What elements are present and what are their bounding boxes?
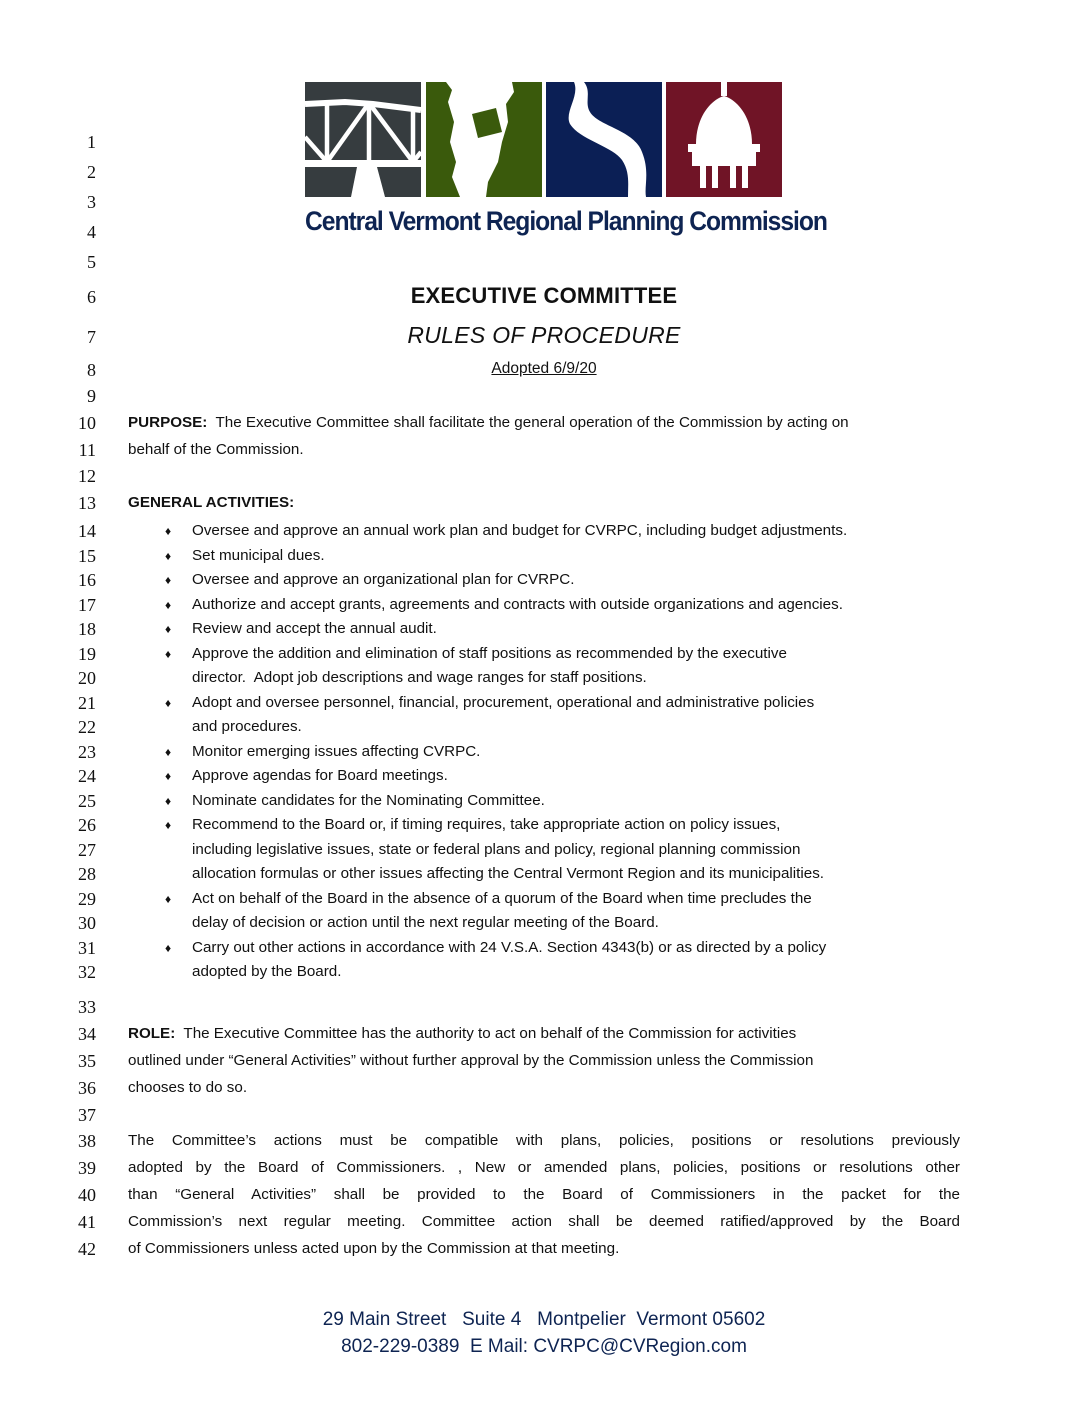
compat-line-5: of Commissioners unless acted upon by the Commission at that meeting. <box>128 1240 620 1257</box>
line-number: 2 <box>87 162 96 182</box>
diamond-bullet-icon: ♦ <box>165 745 172 759</box>
line-number: 21 <box>78 693 96 713</box>
river-icon <box>546 82 662 197</box>
bridge-icon <box>305 82 421 197</box>
line-number: 18 <box>78 619 96 639</box>
line-number: 29 <box>78 889 96 909</box>
list-item: Authorize and accept grants, agreements and contracts with outside organizations and agencies. <box>192 596 843 613</box>
diamond-bullet-icon: ♦ <box>165 696 172 710</box>
diamond-bullet-icon: ♦ <box>165 892 172 906</box>
diamond-bullet-icon: ♦ <box>165 647 172 661</box>
line-number: 25 <box>78 791 96 811</box>
cvrpc-logo <box>305 82 827 240</box>
line-number: 17 <box>78 595 96 615</box>
line-number: 19 <box>78 644 96 664</box>
line-number: 14 <box>78 521 96 541</box>
list-item-continuation: allocation formulas or other issues affecting the Central Vermont Region and its municipalities. <box>192 865 825 882</box>
line-number: 15 <box>78 546 96 566</box>
role-line-3: chooses to do so. <box>128 1079 248 1096</box>
list-item: Approve agendas for Board meetings. <box>192 767 448 784</box>
line-number: 22 <box>78 717 96 737</box>
footer-contact: 802-229-0389 E Mail: CVRPC@CVRegion.com <box>341 1336 747 1357</box>
line-number: 30 <box>78 913 96 933</box>
list-item-continuation: delay of decision or action until the next regular meeting of the Board. <box>192 914 659 931</box>
role-label: ROLE: <box>128 1025 176 1042</box>
document-title: EXECUTIVE COMMITTEE <box>410 283 678 308</box>
capitol-dome-icon <box>666 82 782 197</box>
line-number: 41 <box>78 1212 96 1232</box>
list-item: Monitor emerging issues affecting CVRPC. <box>192 743 481 760</box>
line-number: 37 <box>78 1105 96 1125</box>
line-number: 42 <box>78 1239 96 1259</box>
line-number: 11 <box>78 440 96 460</box>
list-item-continuation: and procedures. <box>192 718 302 735</box>
purpose-label: PURPOSE: <box>128 414 208 431</box>
compat-line-1: The Committee’s actions must be compatible with plans, policies, positions or resolutions previously <box>128 1132 960 1149</box>
line-number: 31 <box>78 938 96 958</box>
line-number: 6 <box>87 287 96 307</box>
organization-name: Central Vermont Regional Planning Commission <box>305 206 827 236</box>
line-number: 33 <box>78 997 96 1017</box>
list-item: Review and accept the annual audit. <box>192 620 437 637</box>
line-number: 7 <box>87 327 96 347</box>
line-number: 28 <box>78 864 96 884</box>
list-item: Oversee and approve an organizational plan for CVRPC. <box>192 571 575 588</box>
list-item: Set municipal dues. <box>192 547 325 564</box>
diamond-bullet-icon: ♦ <box>165 769 172 783</box>
diamond-bullet-icon: ♦ <box>165 598 172 612</box>
line-number: 34 <box>78 1024 96 1044</box>
list-item: Nominate candidates for the Nominating Committee. <box>192 792 545 809</box>
list-item-continuation: including legislative issues, state or federal plans and policy, regional planning commission <box>192 841 801 858</box>
line-number: 26 <box>78 815 96 835</box>
vermont-map-icon <box>426 82 542 197</box>
line-number: 24 <box>78 766 96 786</box>
line-number: 1 <box>87 132 96 152</box>
list-item: Carry out other actions in accordance with 24 V.S.A. Section 4343(b) or as directed by a policy <box>192 939 827 956</box>
diamond-bullet-icon: ♦ <box>165 794 172 808</box>
line-number: 38 <box>78 1131 96 1151</box>
list-item: Recommend to the Board or, if timing requires, take appropriate action on policy issues, <box>192 816 781 833</box>
list-item: Approve the addition and elimination of staff positions as recommended by the executive <box>192 645 787 662</box>
line-number: 35 <box>78 1051 96 1071</box>
line-number: 10 <box>78 413 96 433</box>
line-number: 9 <box>87 386 96 406</box>
list-item: Act on behalf of the Board in the absence of a quorum of the Board when time precludes the <box>192 890 812 907</box>
line-number: 20 <box>78 668 96 688</box>
footer-address: 29 Main Street Suite 4 Montpelier Vermont 05602 <box>322 1309 766 1330</box>
line-number: 4 <box>87 222 96 242</box>
general-activities-heading: GENERAL ACTIVITIES: <box>128 494 295 511</box>
list-item: Adopt and oversee personnel, financial, procurement, operational and administrative policies <box>192 694 815 711</box>
line-number: 23 <box>78 742 96 762</box>
diamond-bullet-icon: ♦ <box>165 941 172 955</box>
line-number: 16 <box>78 570 96 590</box>
purpose-line-1: PURPOSE: The Executive Committee shall facilitate the general operation of the Commission by acting on <box>128 414 849 431</box>
line-number: 5 <box>87 252 96 272</box>
line-number: 3 <box>87 192 96 212</box>
diamond-bullet-icon: ♦ <box>165 549 172 563</box>
line-number: 36 <box>78 1078 96 1098</box>
role-line-2: outlined under “General Activities” without further approval by the Commission unless the Commission <box>128 1052 814 1069</box>
line-number: 8 <box>87 360 96 380</box>
list-item-continuation: director. Adopt job descriptions and wage ranges for staff positions. <box>192 669 647 686</box>
diamond-bullet-icon: ♦ <box>165 622 172 636</box>
compat-line-3: than “General Activities” shall be provided to the Board of Commissioners in the packet for the <box>128 1186 960 1203</box>
line-number: 27 <box>78 840 96 860</box>
line-number: 13 <box>78 493 96 513</box>
line-number: 39 <box>78 1158 96 1178</box>
list-item-continuation: adopted by the Board. <box>192 963 342 980</box>
diamond-bullet-icon: ♦ <box>165 818 172 832</box>
line-number: 32 <box>78 962 96 982</box>
purpose-line-2: behalf of the Commission. <box>128 441 304 458</box>
diamond-bullet-icon: ♦ <box>165 573 172 587</box>
adopted-date: Adopted 6/9/20 <box>491 360 597 377</box>
role-line-1: ROLE: The Executive Committee has the authority to act on behalf of the Commission for activities <box>128 1025 797 1042</box>
list-item: Oversee and approve an annual work plan and budget for CVRPC, including budget adjustments. <box>192 522 848 539</box>
line-number: 40 <box>78 1185 96 1205</box>
diamond-bullet-icon: ♦ <box>165 524 172 538</box>
line-number: 12 <box>78 466 96 486</box>
compat-line-4: Commission’s next regular meeting. Committee action shall be deemed ratified/approved by the Board <box>128 1213 960 1230</box>
document-subtitle: RULES OF PROCEDURE <box>407 322 681 348</box>
compat-line-2: adopted by the Board of Commissioners. , New or amended plans, policies, positions or resolutions other <box>128 1159 960 1176</box>
